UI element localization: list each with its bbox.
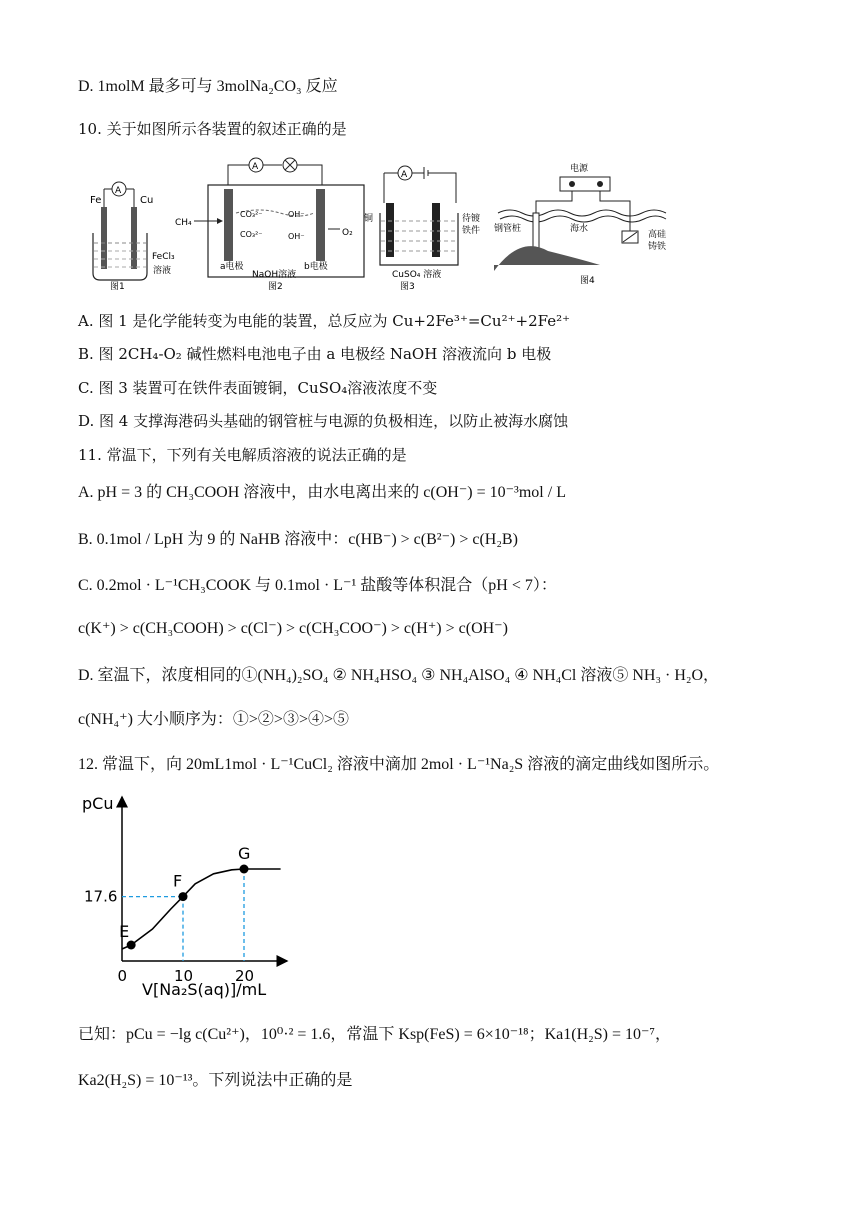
point-f bbox=[179, 892, 188, 901]
point-g bbox=[240, 865, 249, 874]
svg-text:待镀: 待镀 bbox=[462, 214, 481, 224]
figure-4 bbox=[494, 162, 666, 286]
svg-text:海水: 海水 bbox=[570, 224, 589, 234]
q10-option-b: B. 图 2CH₄-O₂ 碱性燃料电池电子由 a 电极经 NaOH 溶液流向 b 电极 bbox=[78, 345, 552, 363]
figure-3 bbox=[364, 166, 480, 292]
point-label-f: F bbox=[173, 871, 183, 891]
svg-text:b电极: b电极 bbox=[304, 262, 328, 272]
q11-option-c: C. 0.2mol · L⁻¹CH₃COOK 与 0.1mol · L⁻¹ 盐酸等体积混合（pH < 7）： bbox=[78, 577, 557, 594]
fig3-caption: 图3 bbox=[400, 282, 415, 292]
q11-stem: 11. 常温下，下列有关电解质溶液的说法正确的是 bbox=[78, 446, 407, 464]
q10-option-d: D. 图 4 支撑海港码头基础的钢管桩与电源的负极相连，以防止被海水腐蚀 bbox=[78, 412, 569, 430]
figure-1 bbox=[90, 182, 175, 292]
svg-text:OH⁻: OH⁻ bbox=[288, 232, 305, 241]
q12-known-2: Ka2(H₂S) = 10⁻¹³。下列说法中正确的是 bbox=[78, 1072, 353, 1089]
fig1-cu-label: Cu bbox=[140, 195, 154, 206]
q11-option-a: A. pH = 3 的 CH₃COOH 溶液中，由水电离出来的 c(OH⁻) = 10⁻³mol / L bbox=[78, 484, 566, 501]
fig1-caption: 图1 bbox=[110, 282, 125, 292]
svg-text:FeCl₃: FeCl₃ bbox=[152, 252, 175, 262]
q9-option-d: D. 1molM 最多可与 3molNa₂CO₃ 反应 bbox=[78, 78, 338, 95]
svg-text:高硅: 高硅 bbox=[648, 230, 667, 240]
titration-curve-chart bbox=[72, 785, 332, 1000]
q11-option-b: B. 0.1mol / LpH 为 9 的 NaHB 溶液中：c(HB⁻) > c(B²⁻) > c(H₂B) bbox=[78, 531, 518, 548]
q12-known: 已知：pCu = −lg c(Cu²⁺)，10⁰·² = 1.6，常温下 Ksp(FeS) = 6×10⁻¹⁸；Ka1(H₂S) = 10⁻⁷， bbox=[78, 1026, 671, 1043]
q10-option-a: A. 图 1 是化学能转变为电能的装置，总反应为 Cu+2Fe³⁺=Cu²⁺+2Fe²⁺ bbox=[78, 312, 571, 330]
q10-stem: 10. 关于如图所示各装置的叙述正确的是 bbox=[78, 120, 347, 138]
point-label-g: G bbox=[238, 844, 251, 863]
fig2-caption: 图2 bbox=[268, 282, 283, 292]
y-axis-label: pCu bbox=[82, 794, 114, 813]
q11-option-d-order: c(NH₄⁺) 大小顺序为：①>②>③>④>⑤ bbox=[78, 711, 349, 728]
x-axis-label: V[Na₂S(aq)]/mL bbox=[142, 980, 267, 999]
svg-text:CuSO₄ 溶液: CuSO₄ 溶液 bbox=[392, 270, 442, 280]
q11-option-c-inequality: c(K⁺) > c(CH₃COOH) > c(Cl⁻) > c(CH₃COO⁻) > c(H⁺) > c(OH⁻) bbox=[78, 620, 508, 637]
q10-option-c: C. 图 3 装置可在铁件表面镀铜，CuSO₄溶液浓度不变 bbox=[78, 379, 438, 397]
q12-stem: 12. 常温下，向 20mL1mol · L⁻¹CuCl₂ 溶液中滴加 2mol · L⁻¹Na₂S 溶液的滴定曲线如图所示。 bbox=[78, 756, 720, 773]
x-tick-label: 20 bbox=[235, 967, 255, 985]
svg-text:A: A bbox=[401, 170, 408, 180]
x-tick-label: 0 bbox=[117, 967, 128, 985]
svg-text:A: A bbox=[252, 162, 259, 172]
svg-text:钢管桩: 钢管桩 bbox=[494, 224, 522, 234]
x-tick-label: 10 bbox=[174, 967, 194, 985]
svg-text:O₂: O₂ bbox=[342, 228, 353, 238]
fig1-fe-label: Fe bbox=[90, 195, 102, 206]
svg-text:铜: 铜 bbox=[364, 214, 374, 224]
svg-text:铁件: 铁件 bbox=[462, 226, 481, 236]
svg-text:溶液: 溶液 bbox=[153, 266, 172, 276]
figure-2 bbox=[175, 158, 364, 292]
svg-text:A: A bbox=[115, 186, 122, 196]
svg-text:铸铁: 铸铁 bbox=[648, 242, 667, 252]
point-label-e: E bbox=[119, 922, 130, 941]
q11-option-d: D. 室温下，浓度相同的①(NH₄)₂SO₄ ② NH₄HSO₄ ③ NH₄AlSO₄ ④ NH₄Cl 溶液⑤ NH₃ · H₂O， bbox=[78, 667, 720, 684]
svg-text:CO₃²⁻: CO₃²⁻ bbox=[240, 210, 263, 219]
svg-text:CO₃²⁻: CO₃²⁻ bbox=[240, 230, 263, 239]
svg-text:a电极: a电极 bbox=[220, 262, 244, 272]
svg-text:电源: 电源 bbox=[570, 164, 589, 174]
y-tick-label: 17.6 bbox=[84, 887, 118, 906]
q10-figure bbox=[0, 155, 860, 295]
svg-text:OH⁻: OH⁻ bbox=[288, 210, 305, 219]
svg-text:CH₄: CH₄ bbox=[175, 218, 192, 228]
point-e bbox=[127, 941, 136, 950]
fig4-caption: 图4 bbox=[580, 276, 595, 286]
titration-curve bbox=[122, 869, 281, 949]
svg-text:NaOH溶液: NaOH溶液 bbox=[252, 270, 297, 280]
